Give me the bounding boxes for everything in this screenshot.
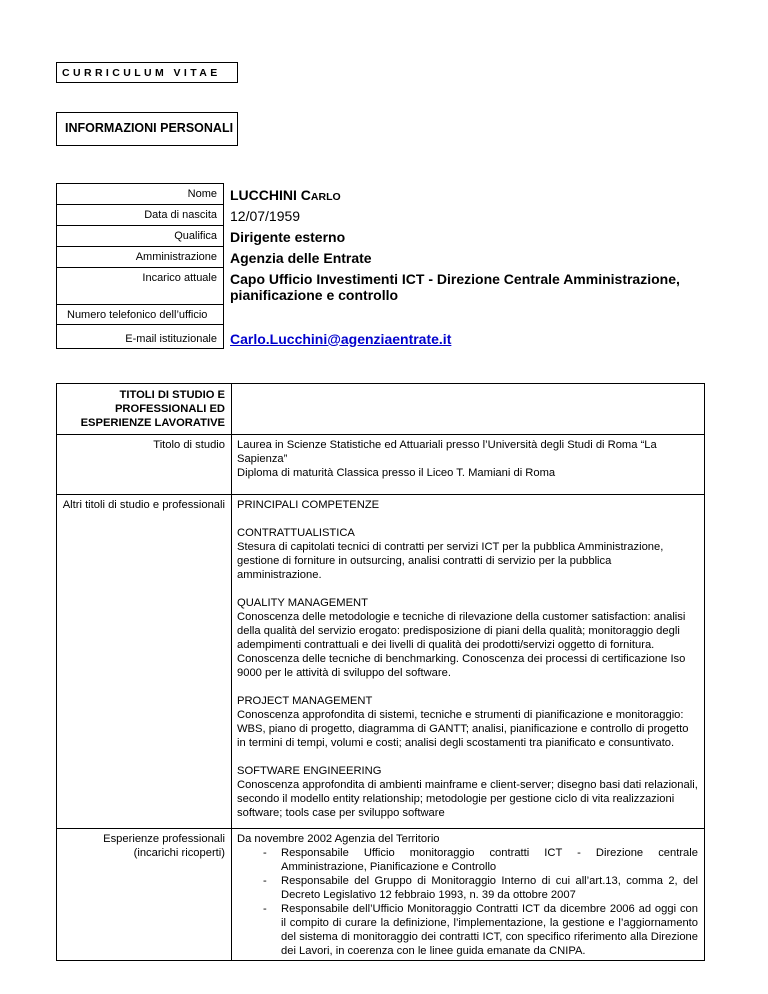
row-email xyxy=(57,325,706,349)
nome-label: Nome xyxy=(57,184,224,205)
amministrazione-value: Agenzia delle Entrate xyxy=(224,247,706,268)
row-altri-titoli xyxy=(57,495,705,829)
competenza-block: PROJECT MANAGEMENT Conoscenza approfondita di sistemi, tecniche e strumenti di pianificazione e monitoraggio: WBS, piano di progetto, diagramma di GANTT; analisi, pianificazione e controllo di progetto in termini di tempi, volumi e costi; analisi degli scostamenti tra pianificato e consuntivato. xyxy=(237,695,689,749)
email-label: E-mail istituzionale xyxy=(57,325,224,349)
section-title: TITOLI DI STUDIO E PROFESSIONALI ED ESPERIENZE LAVORATIVE xyxy=(57,384,232,435)
qualifica-value: Dirigente esterno xyxy=(224,226,706,247)
list-item: - Responsabile del Gruppo di Monitoraggio Interno di cui all’art.13, comma 2, del Decreto Legislativo 12 febbraio 1993, n. 39 da ottobre 2007 xyxy=(237,874,698,902)
competenza-block: CONTRATTUALISTICA Stesura di capitolati tecnici di contratti per servizi ICT per la pubblica Amministrazione, gestione di forniture in outsurcing, analisi contratti di servizio per la pubblica amministrazione. xyxy=(237,527,664,581)
row-telefono xyxy=(57,305,706,325)
telefono-label: Numero telefonico dell’ufficio xyxy=(57,305,224,325)
competenza-block: QUALITY MANAGEMENT Conoscenza delle metodologie e tecniche di rilevazione della customer satisfaction: analisi della qualità del servizio erogato: predisposizione di piani della qualità; monitoraggio degli adempimenti contrattuali e dei livelli di qualità dei prodotti/servizi oggetto di fornitura. Conoscenza delle tecniche di benchmarking. Conoscenza dei processi di certificazione Iso 9000 per le attività di sviluppo del software. xyxy=(237,597,686,679)
esperienze-cell: Da novembre 2002 Agenzia del Territorio - Responsabile Ufficio monitoraggio contratti ICT - Direzione centrale Amministrazione, Pianificazione e Controllo - Responsabile del Gruppo di Monitoraggio Interno di cui all’art.13, comma 2, del Decreto Legislativo 12 febbraio 1993, n. 39 da ottobre 2007 - Responsabile dell’Ufficio Monitoraggio Contratti ICT da dicembre 2006 ad oggi con il compito di curare la definizione, l’implementazione, la gestione e l’aggiornamento del sistema di monitoraggio dei contratti ICT, con specifico riferimento alla Direzione dei Lavori, in coerenza con le linee guida emanate da CNIPA. xyxy=(232,829,705,961)
titolo-label: Titolo di studio xyxy=(57,435,232,495)
qualifica-label: Qualifica xyxy=(57,226,224,247)
row-esperienze xyxy=(57,829,705,961)
nome-value: LUCCHINI CARLO xyxy=(224,184,706,205)
personal-info-table xyxy=(56,183,705,349)
nascita-label: Data di nascita xyxy=(57,205,224,226)
email-link[interactable]: Carlo.Lucchini@agenziaentrate.it xyxy=(230,330,452,347)
list-item: - Responsabile Ufficio monitoraggio contratti ICT - Direzione centrale Amministrazione, Pianificazione e Controllo xyxy=(237,846,698,874)
amministrazione-label: Amministrazione xyxy=(57,247,224,268)
personal-info-heading: INFORMAZIONI PERSONALI xyxy=(56,112,238,146)
row-nascita xyxy=(57,205,706,226)
titolo-value: Laurea in Scienze Statistiche ed Attuariali presso l’Università degli Studi di Roma “La Sapienza” Diploma di maturità Classica presso il Liceo T. Mamiani di Roma xyxy=(232,435,705,495)
row-incarico xyxy=(57,268,706,305)
esperienze-label: Esperienze professionali (incarichi ricoperti) xyxy=(57,829,232,961)
row-nome xyxy=(57,184,706,205)
nascita-value: 12/07/1959 xyxy=(224,205,706,226)
altri-titoli-label: Altri titoli di studio e professionali xyxy=(57,495,232,829)
list-item: - Responsabile dell’Ufficio Monitoraggio Contratti ICT da dicembre 2006 ad oggi con il compito di curare la definizione, l’implementazione, la gestione e l’aggiornamento del sistema di monitoraggio dei contratti ICT, con specifico riferimento alla Direzione dei Lavori, in coerenza con le linee guida emanate da CNIPA. xyxy=(237,902,698,958)
cv-title: CURRICULUM VITAE xyxy=(56,62,238,83)
row-qualifica xyxy=(57,226,706,247)
row-section-title xyxy=(57,384,705,435)
experience-table xyxy=(56,383,705,961)
row-titolo xyxy=(57,435,705,495)
competenza-block: SOFTWARE ENGINEERING Conoscenza approfondita di ambienti mainframe e client-server; disegno basi dati relazionali, secondo il modello entity relationship; metodologie per gestione ciclo di vita realizzazioni software; tools case per sviluppo software xyxy=(237,765,698,819)
incarico-value: Capo Ufficio Investimenti ICT - Direzione Centrale Amministrazione, pianificazione e controllo xyxy=(224,268,706,305)
incarico-label: Incarico attuale xyxy=(57,268,224,305)
row-amministrazione xyxy=(57,247,706,268)
competenze-cell xyxy=(232,495,705,829)
esperienze-list xyxy=(237,846,698,958)
competenza-block: PRINCIPALI COMPETENZE xyxy=(237,499,380,511)
telefono-value xyxy=(224,305,706,325)
